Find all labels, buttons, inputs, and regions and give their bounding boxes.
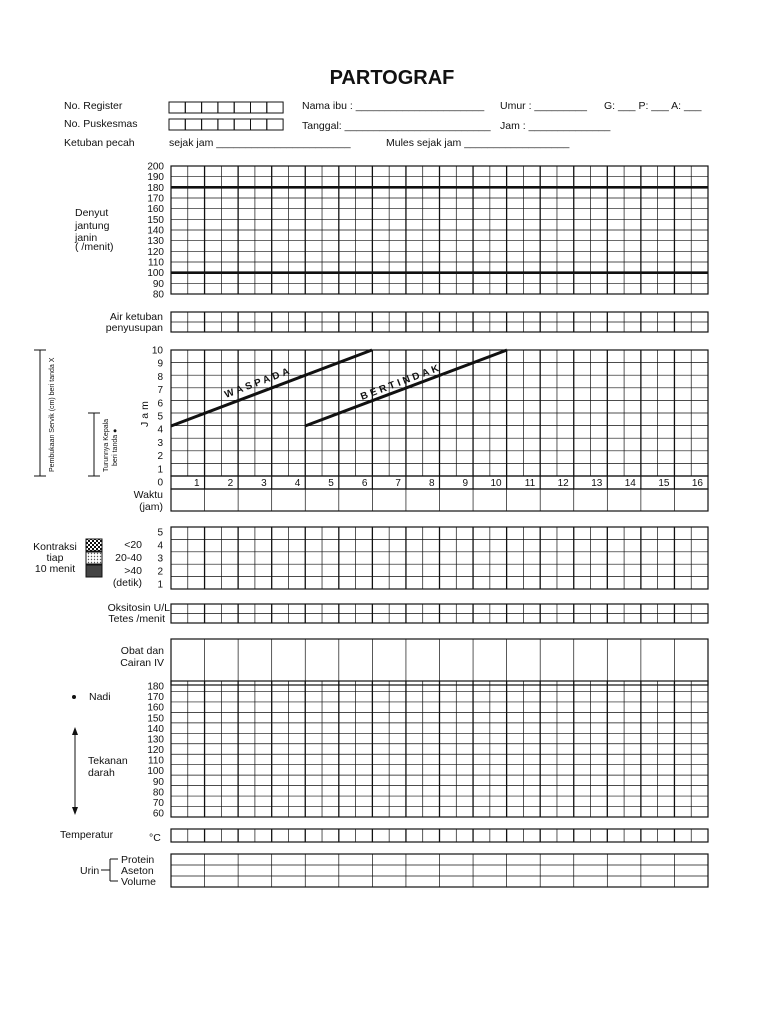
pulse-blood-pressure-grid[interactable] — [171, 681, 708, 817]
digit-box — [202, 102, 218, 113]
axis-tick-label: 130 — [147, 236, 164, 248]
digit-box — [169, 102, 185, 113]
waktu-label — [134, 489, 164, 513]
hour-number: 8 — [428, 478, 435, 489]
svg-text:Volume: Volume — [121, 876, 157, 888]
axis-tick-label: 120 — [147, 246, 164, 258]
digit-box — [251, 119, 267, 130]
hour-number: 2 — [227, 478, 234, 489]
tekanan-darah-label — [88, 755, 128, 779]
axis-tick-label: 8 — [157, 371, 163, 383]
axis-tick-label: 110 — [148, 257, 164, 269]
medication-iv-grid[interactable] — [171, 639, 708, 685]
digit-box — [185, 102, 201, 113]
hour-number: 3 — [261, 478, 267, 489]
axis-tick-label: 6 — [157, 398, 163, 410]
bertindak-label: BERTINDAK — [359, 362, 444, 403]
hour-number: 12 — [557, 478, 569, 489]
axis-tick-label: 160 — [147, 702, 164, 714]
air-ketuban-label — [106, 311, 163, 334]
puskesmas-number-boxes[interactable] — [169, 119, 283, 130]
nadi-dot-icon — [72, 695, 76, 699]
svg-text:<20: <20 — [124, 539, 142, 551]
hour-number: 13 — [591, 478, 603, 489]
temperature-unit: °C — [149, 832, 161, 844]
urine-label: Urin — [80, 865, 100, 877]
axis-tick-label: 140 — [147, 723, 164, 735]
axis-tick-label: 90 — [152, 776, 164, 788]
svg-text:Aseton: Aseton — [121, 865, 154, 877]
svg-text:Waktu: Waktu — [133, 489, 163, 501]
register-number-boxes[interactable] — [169, 102, 283, 113]
jam-axis-label: Jam — [139, 398, 151, 427]
waspada-label: WASPADA — [223, 365, 294, 401]
axis-tick-label: 70 — [152, 797, 164, 809]
svg-text:darah: darah — [88, 767, 115, 779]
jam-field[interactable]: Jam : ______________ — [500, 120, 611, 132]
hour-number: 16 — [691, 478, 703, 489]
axis-tick-label: 180 — [147, 182, 164, 194]
digit-box — [169, 119, 185, 130]
gpa-field[interactable]: G: ___ P: ___ A: ___ — [604, 100, 702, 112]
svg-text:penyusupan: penyusupan — [105, 322, 163, 334]
pulse-blood-pressure-axis — [147, 682, 164, 820]
fetal-heart-rate-grid[interactable] — [171, 166, 708, 294]
axis-tick-label: 150 — [147, 713, 164, 725]
legend-solid-swatch — [86, 565, 102, 577]
axis-tick-label: 3 — [157, 553, 163, 565]
svg-text:jantung: jantung — [75, 220, 110, 232]
axis-tick-label: 1 — [157, 464, 163, 476]
no-register-label: No. Register — [64, 100, 123, 112]
urine-grid[interactable] — [171, 854, 708, 887]
svg-text:Protein: Protein — [121, 854, 155, 866]
hour-number: 15 — [658, 478, 670, 489]
axis-tick-label: 110 — [148, 755, 164, 767]
svg-text:janin: janin — [75, 232, 98, 244]
svg-text:Obat dan: Obat dan — [120, 645, 164, 657]
contraction-axis — [157, 528, 163, 591]
digit-box — [218, 119, 234, 130]
hour-number: 7 — [395, 478, 401, 489]
axis-tick-label: 200 — [147, 161, 164, 173]
turunnya-kepala-bracket — [88, 413, 100, 476]
axis-tick-label: 180 — [147, 681, 164, 693]
waktu-grid[interactable] — [171, 489, 708, 511]
axis-tick-label: 170 — [147, 692, 164, 704]
svg-text:Tekanan: Tekanan — [88, 755, 128, 767]
hour-number: 10 — [490, 478, 502, 489]
digit-box — [234, 119, 250, 130]
svg-text:Denyut: Denyut — [75, 207, 109, 219]
blood-pressure-arrow-icon — [72, 727, 78, 815]
axis-tick-label: 140 — [147, 225, 164, 237]
oxytocin-grid[interactable] — [171, 604, 708, 623]
axis-tick-label: 80 — [152, 787, 164, 799]
digit-box — [251, 102, 267, 113]
axis-tick-label: 100 — [147, 766, 164, 778]
pembukaan-servik-bracket — [34, 350, 46, 476]
nama-ibu-field[interactable]: Nama ibu : ______________________ — [302, 100, 485, 112]
axis-tick-label: 4 — [157, 540, 163, 552]
oxytocin-label — [108, 602, 171, 625]
axis-tick-label: 150 — [147, 214, 164, 226]
svg-text:Air ketuban: Air ketuban — [109, 311, 163, 323]
sejak-jam-field[interactable]: sejak jam _______________________ — [169, 137, 351, 149]
digit-box — [185, 119, 201, 130]
svg-text:beri tanda ●: beri tanda ● — [112, 428, 119, 466]
air-ketuban-grid[interactable] — [171, 312, 708, 332]
axis-tick-label: 2 — [157, 566, 163, 578]
fetal-heart-rate-axis — [147, 162, 164, 301]
nadi-label: Nadi — [89, 691, 111, 703]
mules-field[interactable]: Mules sejak jam __________________ — [386, 137, 570, 149]
axis-tick-label: 90 — [152, 278, 164, 290]
digit-box — [267, 102, 283, 113]
fetal-heart-rate-label — [74, 207, 114, 253]
hour-number: 6 — [361, 478, 368, 489]
svg-text:Cairan IV: Cairan IV — [120, 657, 164, 669]
digit-box — [218, 102, 234, 113]
digit-box — [202, 119, 218, 130]
svg-text:Kontraksi: Kontraksi — [33, 541, 77, 553]
axis-tick-label: 4 — [157, 424, 163, 436]
axis-tick-label: 170 — [147, 193, 164, 205]
axis-tick-label: 2 — [157, 451, 163, 463]
axis-tick-label: 10 — [151, 345, 163, 357]
digit-box — [234, 102, 250, 113]
hour-number: 1 — [194, 478, 200, 489]
svg-text:(jam): (jam) — [139, 501, 163, 513]
hour-number: 9 — [462, 478, 469, 489]
axis-tick-label: 130 — [147, 734, 164, 746]
contraction-grid[interactable] — [171, 527, 708, 589]
svg-text:>40: >40 — [124, 565, 142, 577]
temperature-label: Temperatur — [60, 829, 114, 841]
axis-tick-label: 60 — [152, 808, 164, 820]
svg-text:Turunnya Kepala: Turunnya Kepala — [103, 418, 110, 472]
axis-tick-label: 3 — [157, 437, 163, 449]
umur-field[interactable]: Umur : _________ — [500, 100, 587, 112]
ketuban-pecah-label: Ketuban pecah — [64, 137, 135, 149]
axis-tick-label: 7 — [157, 385, 163, 397]
legend-dotted-swatch — [86, 552, 102, 564]
svg-text:10 menit: 10 menit — [34, 563, 76, 575]
tanggal-field[interactable]: Tanggal: _________________________ — [302, 120, 491, 132]
turunnya-kepala-label — [103, 419, 119, 472]
axis-tick-label: 5 — [157, 527, 163, 539]
urine-items — [121, 854, 156, 888]
axis-tick-label: 5 — [157, 411, 163, 423]
hour-number: 14 — [624, 478, 636, 489]
svg-text:20-40: 20-40 — [115, 552, 142, 564]
axis-tick-label: 9 — [157, 358, 163, 370]
svg-text:(detik): (detik) — [112, 577, 142, 589]
contraction-label — [33, 541, 77, 575]
no-puskesmas-label: No. Puskesmas — [64, 118, 138, 130]
axis-tick-label: 80 — [152, 289, 164, 301]
svg-text:Tetes /menit: Tetes /menit — [108, 613, 165, 625]
hour-number: 11 — [524, 478, 536, 489]
svg-text:( /menit): ( /menit) — [75, 241, 114, 253]
temperature-grid[interactable] — [171, 829, 708, 842]
hour-number: 5 — [328, 478, 334, 489]
axis-tick-label: 100 — [147, 268, 164, 280]
cervical-dilation-axis — [152, 346, 164, 489]
page-title: PARTOGRAF — [329, 67, 455, 89]
pembukaan-servik-label: Pembukaan Servik (cm) beri tanda X — [49, 357, 56, 472]
axis-tick-label: 0 — [157, 477, 163, 489]
hour-number: 4 — [294, 478, 301, 489]
svg-text:Oksitosin U/L: Oksitosin U/L — [107, 602, 170, 614]
contraction-legend — [113, 539, 142, 589]
axis-tick-label: 160 — [147, 204, 164, 216]
medication-iv-label — [120, 645, 164, 669]
axis-tick-label: 1 — [157, 579, 163, 591]
hour-number-row — [171, 476, 708, 489]
urine-bracket — [101, 859, 118, 881]
digit-box — [267, 119, 283, 130]
svg-text:tiap: tiap — [46, 552, 64, 564]
axis-tick-label: 120 — [147, 745, 164, 756]
legend-checker-swatch — [86, 539, 102, 551]
axis-tick-label: 190 — [147, 172, 164, 184]
